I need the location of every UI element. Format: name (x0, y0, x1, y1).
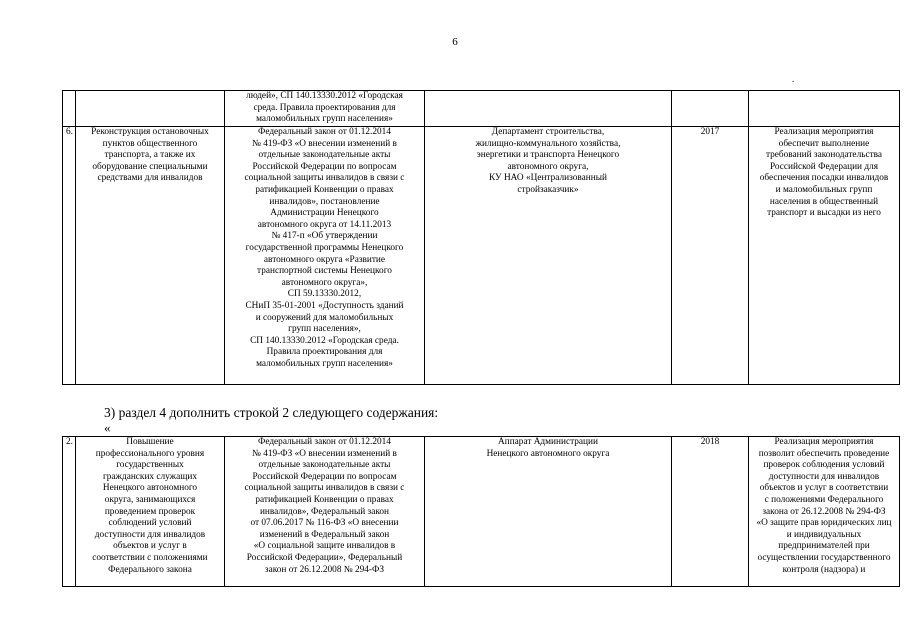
cell-num: 2. (63, 437, 76, 587)
stray-dot: . (792, 74, 795, 84)
cell-num: 6. (63, 127, 76, 385)
result-text: Реализация мероприятия обеспечит выполнение требований законодательства Российской Федерации для обеспечения посадки инвалидов и маломобильных групп населения в общественный транспорт и высадки из него (759, 127, 889, 219)
cell-year: 2018 (671, 437, 748, 587)
basis-text: людей», СП 140.13330.2012 «Городская среда. Правила проектирования для маломобильных групп населения» (246, 91, 403, 125)
name-text: Повышение профессионального уровня государственных гражданских служащих Ненецкого автономного округа, занимающихся проведением проверок соблюдений условий доступности для инвалидов объектов и услуг в соответствии с положениями Федерального закона (92, 437, 208, 575)
cell-responsible (424, 437, 671, 587)
cell-num (63, 91, 76, 127)
cell-basis (224, 127, 424, 385)
cell-result (748, 437, 899, 587)
cell-responsible (424, 127, 671, 385)
cell-year (671, 91, 748, 127)
cell-name (75, 437, 224, 587)
cell-responsible (424, 91, 671, 127)
measures-table-new-row (62, 436, 900, 587)
table-row (63, 91, 900, 127)
responsible-text: Департамент строительства, жилищно-коммунального хозяйства, энергетики и транспорта Ненецкого автономного округа, КУ НАО «Централизованный стройзаказчик» (475, 127, 621, 195)
instruction-text: 3) раздел 4 дополнить строкой 2 следующего содержания: (104, 405, 439, 420)
page-number: 6 (452, 36, 458, 48)
cell-year: 2017 (671, 127, 748, 385)
measures-table-continued (62, 90, 900, 385)
table-row (63, 437, 900, 587)
basis-text: Федеральный закон от 01.12.2014 № 419-ФЗ «О внесении изменений в отдельные законодательные акты Российской Федерации по вопросам социальной защиты инвалидов в связи с ратификацией Конвенции о правах инвалидов», постановление Администрации Ненецкого автономного округа от 14.11.2013 № 417-п «Об утверждении государственной программы Ненецкого автономного округа «Развитие транспортной системы Ненецкого автономного округа», СП 59.13330.2012, СНиП 35-01-2001 «Доступность зданий и сооружений для маломобильных групп населения», СП 140.13330.2012 «Городская среда. Правила проектирования для маломобильных групп населения» (244, 127, 405, 369)
basis-text: Федеральный закон от 01.12.2014 № 419-ФЗ «О внесении изменений в отдельные законодательные акты Российской Федерации по вопросам социальной защиты инвалидов в связи с ратификацией Конвенции о правах инвалидов», Федеральный закон от 07.06.2017 № 116-ФЗ «О внесении изменений в Федеральный закон «О социальной защите инвалидов в Российской Федерации», Федеральный закон от 26.12.2008 № 294-ФЗ (244, 437, 405, 575)
cell-name (75, 127, 224, 385)
name-text: Реконструкция остановочных пунктов общественного транспорта, а также их оборудование специальными средствами для инвалидов (91, 127, 209, 184)
responsible-text: Аппарат Администрации Ненецкого автономного округа (486, 437, 610, 459)
cell-result (748, 127, 899, 385)
table-row (63, 127, 900, 385)
opening-quote: « (104, 420, 111, 435)
result-text: Реализация мероприятия позволит обеспечить проведение проверок соблюдения условий доступности для инвалидов объектов и услуг в соответствии с положениями Федерального закона от 26.12.2008 № 294-ФЗ «О защите прав юридических лиц и индивидуальных предпринимателей при осуществлении государственного контроля (надзора) и (756, 437, 892, 575)
cell-name (75, 91, 224, 127)
cell-basis (224, 91, 424, 127)
cell-result (748, 91, 899, 127)
cell-basis (224, 437, 424, 587)
